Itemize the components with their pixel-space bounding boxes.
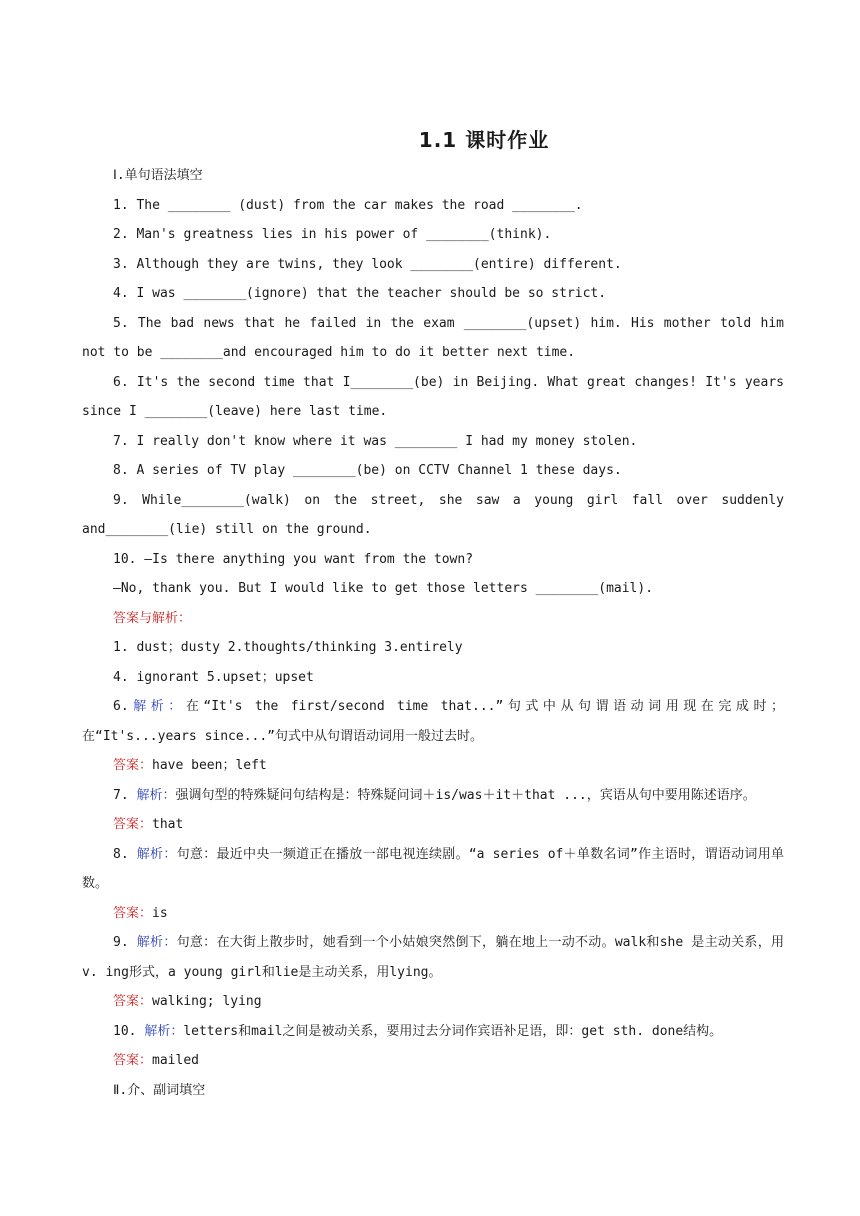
answer-7 xyxy=(82,810,784,840)
answer-text: walking; lying xyxy=(152,994,262,1009)
answer-label: 答案： xyxy=(113,758,153,773)
question-7: 7. I really don't know where it was ________ I had my money stolen. xyxy=(113,433,638,449)
explanation-7 xyxy=(82,781,784,811)
answer-label: 答案： xyxy=(113,817,153,832)
question-8: 8. A series of TV play ________(be) on CCTV Channel 1 these days. xyxy=(113,463,622,478)
question-10-reply: —No, thank you. But I would like to get those letters ________(mail). xyxy=(113,581,654,596)
explain-label: 解析： xyxy=(136,935,177,950)
question-4: 4. I was ________(ignore) that the teacher should be so strict. xyxy=(113,286,607,301)
explanation-text: letters和mail之间是被动关系，要用过去分词作宾语补足语，即：get sth. done结构。 xyxy=(183,1023,723,1039)
content xyxy=(82,161,784,1105)
answer-text: have been；left xyxy=(152,758,267,773)
question-9: 9. While________(walk) on the street, she saw a young girl fall over suddenly and________(lie) still on the ground. xyxy=(82,492,784,537)
answer-label: 答案： xyxy=(113,905,153,921)
question-10: 10. —Is there anything you want from the town? xyxy=(113,551,474,567)
question-3: 3. Although they are twins, they look ________(entire) different. xyxy=(113,256,622,272)
answer-8 xyxy=(82,899,784,929)
explanation-number: 8. xyxy=(113,846,137,862)
explanation-text: 在“It's the first/second time that...”句式中从句谓语动词用现在完成时；在“It's...years since...”句式中从句谓语动词用一般过去时。 xyxy=(82,699,784,744)
explain-label: 解析： xyxy=(136,846,177,862)
explanation-9 xyxy=(82,928,784,987)
explanation-10 xyxy=(82,1017,784,1047)
answer-label: 答案： xyxy=(113,1053,153,1068)
explain-label: 解析： xyxy=(136,787,176,803)
page-title: 1.1 课时作业 xyxy=(418,128,550,152)
answer-label: 答案： xyxy=(113,994,153,1009)
answer-text: mailed xyxy=(152,1053,199,1068)
explanation-text: 句意：最近中央一频道正在播放一部电视连续剧。“a series of＋单数名词”作主语时，谓语动词用单数。 xyxy=(82,846,784,891)
answer-text: is xyxy=(152,905,168,921)
section-heading-grammar: Ⅰ.单句语法填空 xyxy=(113,168,203,183)
question-2: 2. Man's greatness lies in his power of ________(think). xyxy=(113,227,552,242)
explanation-text: 句意：在大街上散步时，她看到一个小姑娘突然倒下，躺在地上一动不动。walk和she 是主动关系，用v. ing形式，a young girl和lie是主动关系，用lying。 xyxy=(82,935,784,980)
explanation-8 xyxy=(82,840,784,899)
answer-6 xyxy=(82,751,784,781)
explanation-number: 9. xyxy=(113,935,137,950)
question-5: 5. The bad news that he failed in the exam ________(upset) him. His mother told him not to be ________and encouraged him to do it better next time. xyxy=(82,315,784,360)
answer-10 xyxy=(82,1046,784,1076)
explanation-6 xyxy=(82,692,784,751)
answer-header: 答案与解析： xyxy=(113,610,192,626)
answer-9 xyxy=(82,987,784,1017)
explain-label: 解析： xyxy=(144,1023,184,1039)
explanation-text: 强调句型的特殊疑问句结构是：特殊疑问词＋is/was＋it＋that ...，宾语从句中要用陈述语序。 xyxy=(175,787,756,803)
answers-line-1: 1. dust；dusty 2.thoughts/thinking 3.entirely xyxy=(113,640,463,655)
answer-text: that xyxy=(152,817,184,832)
question-1: 1. The ________ (dust) from the car makes the road ________. xyxy=(113,197,583,213)
explanation-number: 6. xyxy=(113,699,129,714)
answers-line-2: 4. ignorant 5.upset；upset xyxy=(113,669,314,685)
section-heading-prepositions: Ⅱ.介、副词填空 xyxy=(113,1082,206,1098)
question-6: 6. It's the second time that I________(be) in Beijing. What great changes! It's years since I ________(leave) here last time. xyxy=(82,374,784,419)
explanation-number: 10. xyxy=(113,1023,145,1039)
explanation-number: 7. xyxy=(113,787,137,803)
explain-label: 解析： xyxy=(128,699,186,714)
